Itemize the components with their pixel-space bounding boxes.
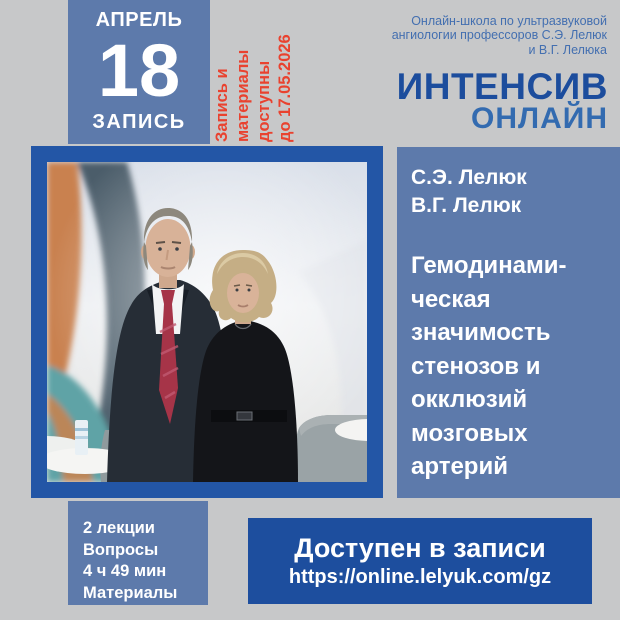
page-subtitle: ОНЛАЙН xyxy=(471,102,608,135)
topic-line: стенозов и xyxy=(411,352,541,380)
speaker-name: В.Г. Лелюк xyxy=(411,194,522,217)
photo-frame xyxy=(31,146,383,498)
cta-box xyxy=(248,518,592,604)
stats-line: 4 ч 49 мин xyxy=(83,562,167,580)
topic-panel xyxy=(397,147,620,498)
lecture-topic xyxy=(411,249,612,484)
note-line: доступны xyxy=(255,60,273,142)
org-line: и В.Г. Лелюка xyxy=(528,42,607,57)
topic-line: артерий xyxy=(411,453,508,480)
org-line: Онлайн-школа по ультразвуковой xyxy=(411,14,607,28)
note-line: материалы xyxy=(234,49,252,142)
cta-title: Доступен в записи xyxy=(294,533,546,564)
course-stats-box xyxy=(68,501,208,605)
badge-record-label: ЗАПИСЬ xyxy=(92,110,186,133)
topic-line: значимость xyxy=(411,319,551,346)
speaker-names xyxy=(411,164,612,220)
stats-line: 2 лекции xyxy=(83,519,155,537)
note-line: до 17.05.2026 xyxy=(276,34,294,142)
badge-month: АПРЕЛЬ xyxy=(95,9,183,31)
topic-line: мозговых xyxy=(411,419,528,447)
topic-line: ческая xyxy=(411,285,491,313)
note-line: Запись и xyxy=(213,68,231,142)
speakers-photo xyxy=(47,162,367,482)
speaker-name: С.Э. Лелюк xyxy=(411,166,527,189)
school-subtitle xyxy=(392,14,607,57)
topic-line: окклюзий xyxy=(411,386,528,413)
stats-line: Вопросы xyxy=(83,540,159,559)
cta-url-link[interactable]: https://online.lelyuk.com/gz xyxy=(288,565,552,588)
calendar-date-badge xyxy=(68,0,210,144)
availability-note xyxy=(212,0,308,148)
stats-line: Материалы xyxy=(83,583,178,602)
page-title: ИНТЕНСИВ xyxy=(396,66,608,107)
org-line: ангиологии профессоров С.Э. Лелюк xyxy=(391,28,607,43)
badge-day: 18 xyxy=(97,29,181,113)
availability-note-text xyxy=(212,0,308,148)
topic-line: Гемодинами- xyxy=(411,252,567,279)
